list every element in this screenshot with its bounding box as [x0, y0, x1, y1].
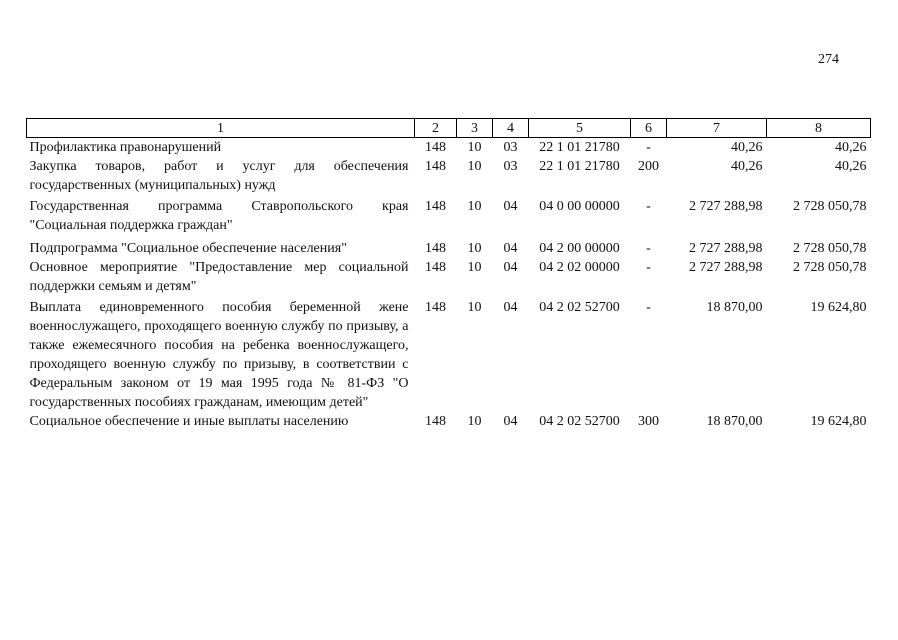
row-target-article: 04 0 00 00000	[539, 199, 620, 214]
row-target-article: 22 1 01 21780	[539, 159, 620, 174]
table-row	[27, 235, 871, 258]
header-col-1: 1	[27, 119, 415, 138]
row-expense-type: 300	[638, 414, 659, 429]
row-amount-1: 2 727 288,98	[689, 241, 763, 256]
row-expense-type: 200	[638, 159, 659, 174]
row-section: 10	[467, 159, 482, 174]
row-section: 10	[467, 241, 482, 256]
row-subsection: 03	[503, 159, 518, 174]
row-amount-1: 18 870,00	[706, 300, 763, 315]
row-section: 10	[467, 300, 482, 315]
row-ministry-code: 148	[425, 414, 446, 429]
row-name: Закупка товаров, работ и услуг для обеспечения государственных (муниципальных) нужд	[29, 159, 409, 193]
row-amount-2: 2 728 050,78	[793, 199, 867, 214]
header-col-2: 2	[415, 119, 457, 138]
row-expense-type: -	[646, 260, 651, 275]
row-target-article: 04 2 00 00000	[539, 241, 620, 256]
row-ministry-code: 148	[425, 300, 446, 315]
header-col-8: 8	[767, 119, 871, 138]
header-col-4: 4	[493, 119, 529, 138]
table-row	[27, 138, 871, 158]
row-amount-2: 2 728 050,78	[793, 241, 867, 256]
row-target-article: 22 1 01 21780	[539, 140, 620, 155]
header-col-3: 3	[457, 119, 493, 138]
row-section: 10	[467, 199, 482, 214]
row-amount-2: 40,26	[835, 159, 867, 174]
budget-table	[26, 118, 871, 431]
row-ministry-code: 148	[425, 159, 446, 174]
row-name: Выплата единовременного пособия беременной жене военнослужащего, проходящего военную службу по призыву, а также ежемесячного пособия на ребенка военнослужащего, проходящего военную службу по призыву, в соответствии с Федеральным законом от 19 мая 1995 года № 81-ФЗ "О государственных пособиях гражданам, имеющим детей"	[29, 300, 409, 410]
header-col-5: 5	[529, 119, 631, 138]
row-amount-1: 40,26	[731, 140, 763, 155]
row-subsection: 04	[503, 414, 518, 429]
page-number: 274	[818, 52, 839, 67]
table-header	[27, 119, 871, 138]
row-amount-2: 19 624,80	[810, 300, 867, 315]
row-ministry-code: 148	[425, 241, 446, 256]
table-row	[27, 412, 871, 431]
row-expense-type: -	[646, 199, 651, 214]
table-row	[27, 195, 871, 235]
row-expense-type: -	[646, 140, 651, 155]
row-subsection: 04	[503, 241, 518, 256]
header-col-7: 7	[667, 119, 767, 138]
row-subsection: 03	[503, 140, 518, 155]
row-section: 10	[467, 414, 482, 429]
row-name: Подпрограмма "Социальное обеспечение населения"	[29, 241, 347, 256]
row-ministry-code: 148	[425, 140, 446, 155]
row-target-article: 04 2 02 52700	[539, 300, 620, 315]
table-row	[27, 157, 871, 195]
row-name: Профилактика правонарушений	[29, 140, 222, 155]
row-subsection: 04	[503, 300, 518, 315]
row-amount-2: 40,26	[835, 140, 867, 155]
table-row	[27, 258, 871, 296]
row-subsection: 04	[503, 199, 518, 214]
row-amount-1: 2 727 288,98	[689, 199, 763, 214]
header-col-6: 6	[631, 119, 667, 138]
row-section: 10	[467, 260, 482, 275]
row-target-article: 04 2 02 00000	[539, 260, 620, 275]
row-expense-type: -	[646, 241, 651, 256]
table-row	[27, 296, 871, 412]
row-target-article: 04 2 02 52700	[539, 414, 620, 429]
header-row	[27, 119, 871, 138]
row-amount-1: 2 727 288,98	[689, 260, 763, 275]
row-ministry-code: 148	[425, 260, 446, 275]
row-amount-1: 18 870,00	[706, 414, 763, 429]
row-ministry-code: 148	[425, 199, 446, 214]
row-amount-2: 2 728 050,78	[793, 260, 867, 275]
row-subsection: 04	[503, 260, 518, 275]
row-name: Социальное обеспечение и иные выплаты населению	[29, 414, 349, 429]
row-name: Основное мероприятие "Предоставление мер социальной поддержки семьям и детям"	[29, 260, 409, 294]
row-amount-2: 19 624,80	[810, 414, 867, 429]
row-section: 10	[467, 140, 482, 155]
row-amount-1: 40,26	[731, 159, 763, 174]
row-name: Государственная программа Ставропольского края "Социальная поддержка граждан"	[29, 199, 409, 233]
table-body	[27, 138, 871, 432]
row-expense-type: -	[646, 300, 651, 315]
